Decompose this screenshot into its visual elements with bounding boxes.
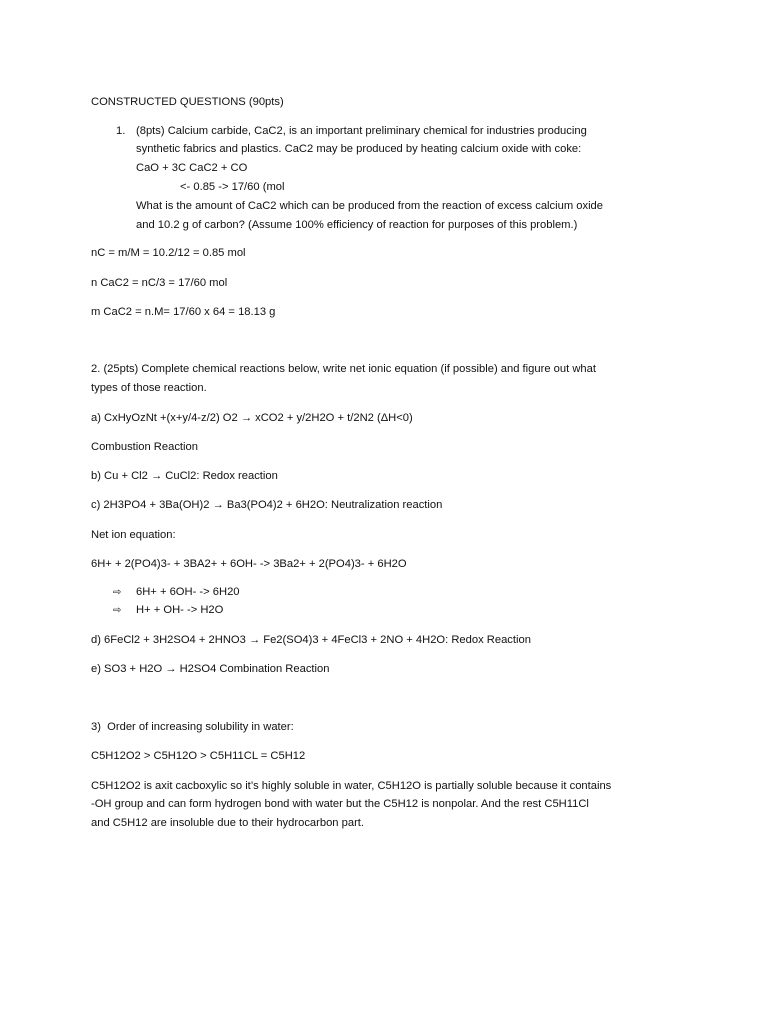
question-1-line: synthetic fabrics and plastics. CaC2 may be produced by heating calcium oxide with coke: <box>136 143 582 155</box>
question-1-number: 1. <box>116 125 126 137</box>
question-3-title: 3) Order of increasing solubility in water: <box>91 721 294 733</box>
question-2-line: types of those reaction. <box>91 382 207 394</box>
question-1-equation: CaO + 3C CaC2 + CO <box>136 162 248 174</box>
reaction-a-type: Combustion Reaction <box>91 441 198 453</box>
answer-1-line: nC = m/M = 10.2/12 = 0.85 mol <box>91 247 246 259</box>
document-heading: CONSTRUCTED QUESTIONS (90pts) <box>91 96 284 108</box>
reaction-c: c) 2H3PO4 + 3Ba(OH)2 → Ba3(PO4)2 + 6H2O: Neutralization reaction <box>91 499 443 511</box>
arrow-bullet-icon: ⇨ <box>113 587 122 598</box>
net-ion-step: H+ + OH- -> H2O <box>136 604 224 616</box>
reaction-d: d) 6FeCl2 + 3H2SO4 + 2HNO3 → Fe2(SO4)3 + 4FeCl3 + 2NO + 4H2O: Redox Reaction <box>91 634 531 646</box>
net-ion-step: 6H+ + 6OH- -> 6H20 <box>136 586 240 598</box>
answer-1-line: m CaC2 = n.M= 17/60 x 64 = 18.13 g <box>91 306 276 318</box>
net-ion-label: Net ion equation: <box>91 529 176 541</box>
question-1-line: What is the amount of CaC2 which can be produced from the reaction of excess calcium oxide <box>136 200 604 212</box>
reaction-e: e) SO3 + H2O → H2SO4 Combination Reaction <box>91 663 330 675</box>
question-2-line: 2. (25pts) Complete chemical reactions below, write net ionic equation (if possible) and figure out what <box>91 363 596 375</box>
reaction-b: b) Cu + Cl2 → CuCl2: Redox reaction <box>91 470 278 482</box>
question-1-line: (8pts) Calcium carbide, CaC2, is an important preliminary chemical for industries producing <box>136 125 587 137</box>
solubility-order: C5H12O2 > C5H12O > C5H11CL = C5H12 <box>91 750 306 762</box>
question-1-mole-ratio: <- 0.85 -> 17/60 (mol <box>180 181 285 193</box>
explanation-line: C5H12O2 is axit cacboxylic so it’s highly soluble in water, C5H12O is partially soluble because it contains <box>91 780 612 792</box>
net-ion-full-equation: 6H+ + 2(PO4)3- + 3BA2+ + 6OH- -> 3Ba2+ + 2(PO4)3- + 6H2O <box>91 558 407 570</box>
explanation-line: and C5H12 are insoluble due to their hydrocarbon part. <box>91 817 365 829</box>
reaction-a: a) CxHyOzNt +(x+y/4-z/2) O2 → xCO2 + y/2H2O + t/2N2 (ΔH<0) <box>91 412 413 424</box>
question-1-line: and 10.2 g of carbon? (Assume 100% efficiency of reaction for purposes of this problem.) <box>136 219 578 231</box>
explanation-line: -OH group and can form hydrogen bond with water but the C5H12 is nonpolar. And the rest C5H11Cl <box>91 798 589 810</box>
answer-1-line: n CaC2 = nC/3 = 17/60 mol <box>91 277 228 289</box>
arrow-bullet-icon: ⇨ <box>113 605 122 616</box>
